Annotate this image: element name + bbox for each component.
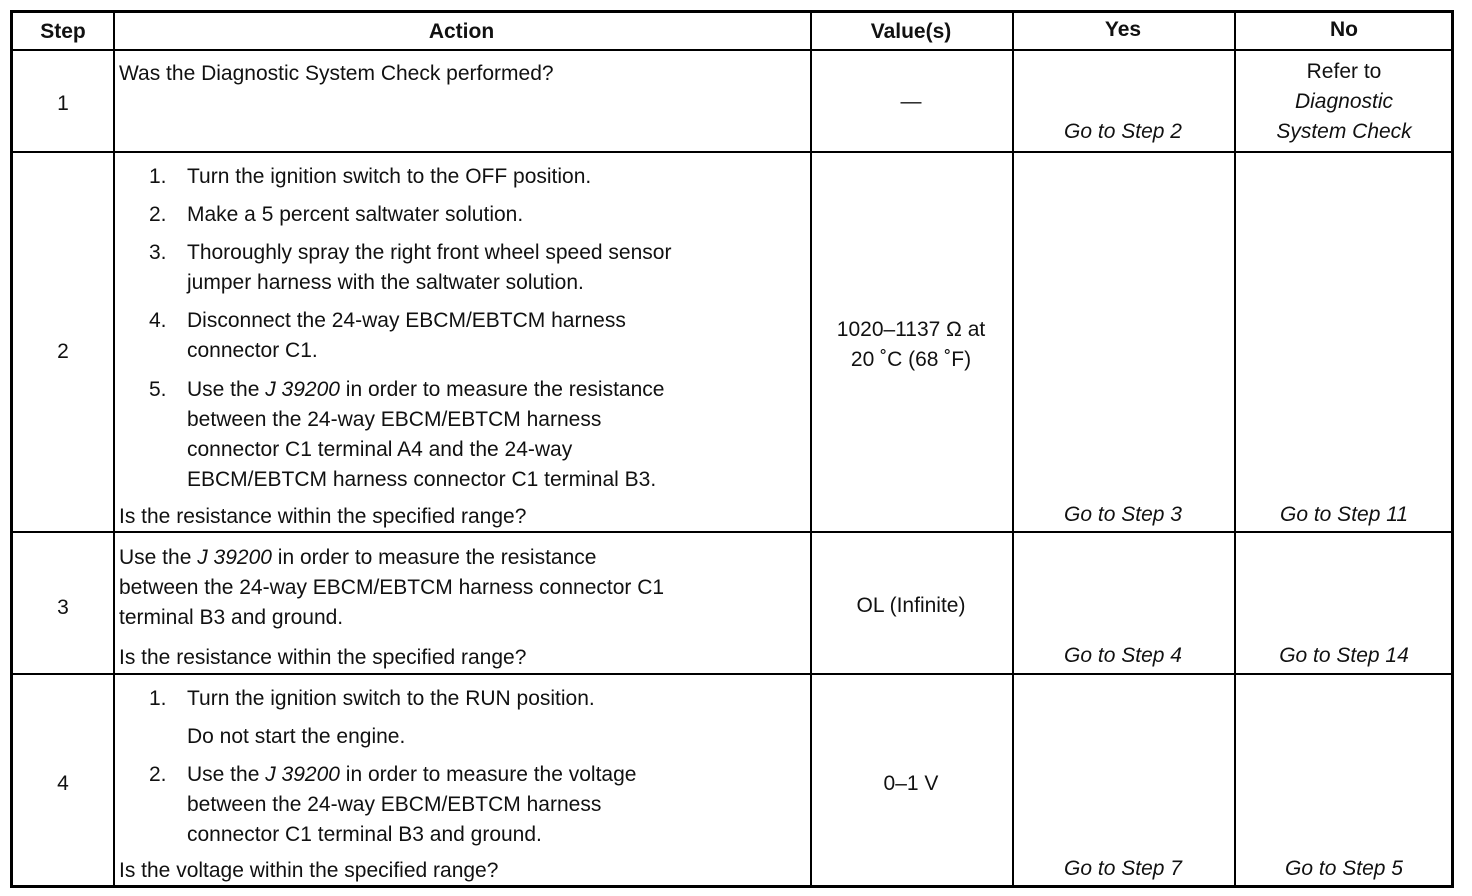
action-line: between the 24-way EBCM/EBTCM harness bbox=[187, 408, 602, 431]
action-line: Use the J 39200 in order to measure the resistance bbox=[119, 546, 597, 569]
column-divider bbox=[810, 13, 812, 885]
action-line: EBCM/EBTCM harness connector C1 terminal B3. bbox=[187, 468, 657, 491]
no-cell: Go to Step 11 bbox=[1279, 503, 1409, 526]
list-number: 1. bbox=[149, 165, 167, 188]
action-line: Use the J 39200 in order to measure the voltage bbox=[187, 763, 637, 786]
header-step: Step bbox=[40, 20, 86, 43]
action-line: Thoroughly spray the right front wheel speed sensor bbox=[187, 241, 672, 264]
yes-cell: Go to Step 4 bbox=[1064, 644, 1182, 667]
row-divider bbox=[13, 673, 1451, 675]
action-line: Use the J 39200 in order to measure the resistance bbox=[187, 378, 665, 401]
yes-cell: Go to Step 2 bbox=[1064, 120, 1182, 143]
action-line: connector C1. bbox=[187, 339, 318, 362]
list-number: 2. bbox=[149, 203, 167, 226]
action-question: Is the resistance within the specified range? bbox=[119, 505, 527, 528]
list-number: 2. bbox=[149, 763, 167, 786]
action-question: Was the Diagnostic System Check performed? bbox=[119, 62, 554, 85]
action-line: connector C1 terminal A4 and the 24-way bbox=[187, 438, 573, 461]
header-action: Action bbox=[428, 20, 495, 43]
row-divider bbox=[13, 49, 1451, 51]
yes-cell: Go to Step 3 bbox=[1064, 503, 1182, 526]
action-question: Is the resistance within the specified range? bbox=[119, 646, 527, 669]
no-cell-line: Refer to bbox=[1306, 60, 1382, 83]
list-number: 1. bbox=[149, 687, 167, 710]
no-cell: Go to Step 5 bbox=[1285, 857, 1403, 880]
action-line: Disconnect the 24-way EBCM/EBTCM harness bbox=[187, 309, 626, 332]
value-cell: — bbox=[900, 90, 922, 113]
action-line: Turn the ignition switch to the OFF position. bbox=[187, 165, 592, 188]
tool-reference: J 39200 bbox=[265, 378, 340, 401]
column-divider bbox=[113, 13, 115, 885]
header-values: Value(s) bbox=[870, 20, 952, 43]
action-line: jumper harness with the saltwater solution. bbox=[187, 271, 584, 294]
action-line: between the 24-way EBCM/EBTCM harness bbox=[187, 793, 602, 816]
tool-reference: J 39200 bbox=[265, 763, 340, 786]
action-question: Is the voltage within the specified range? bbox=[119, 859, 499, 882]
list-number: 5. bbox=[149, 378, 167, 401]
no-cell-line: Diagnostic bbox=[1294, 90, 1394, 113]
action-line: between the 24-way EBCM/EBTCM harness connector C1 bbox=[119, 576, 665, 599]
no-cell-line: System Check bbox=[1276, 120, 1412, 143]
list-number: 3. bbox=[149, 241, 167, 264]
value-cell: 0–1 V bbox=[883, 772, 939, 795]
action-line: Make a 5 percent saltwater solution. bbox=[187, 203, 524, 226]
value-cell: OL (Infinite) bbox=[856, 594, 966, 617]
action-line: connector C1 terminal B3 and ground. bbox=[187, 823, 542, 846]
header-yes: Yes bbox=[1104, 18, 1142, 41]
no-cell: Go to Step 14 bbox=[1279, 644, 1409, 667]
diagnostic-table bbox=[10, 10, 1454, 888]
step-number: 3 bbox=[57, 596, 69, 619]
step-number: 4 bbox=[57, 772, 69, 795]
tool-reference: J 39200 bbox=[197, 546, 272, 569]
action-line: Do not start the engine. bbox=[187, 725, 406, 748]
action-line: Turn the ignition switch to the RUN position. bbox=[187, 687, 595, 710]
value-cell: 20 ˚C (68 ˚F) bbox=[850, 348, 972, 371]
yes-cell: Go to Step 7 bbox=[1064, 857, 1182, 880]
step-number: 2 bbox=[57, 340, 69, 363]
action-line: terminal B3 and ground. bbox=[119, 606, 344, 629]
value-cell: 1020–1137 Ω at bbox=[836, 318, 986, 341]
list-number: 4. bbox=[149, 309, 167, 332]
header-no: No bbox=[1330, 18, 1358, 41]
row-divider bbox=[13, 151, 1451, 153]
step-number: 1 bbox=[57, 92, 69, 115]
